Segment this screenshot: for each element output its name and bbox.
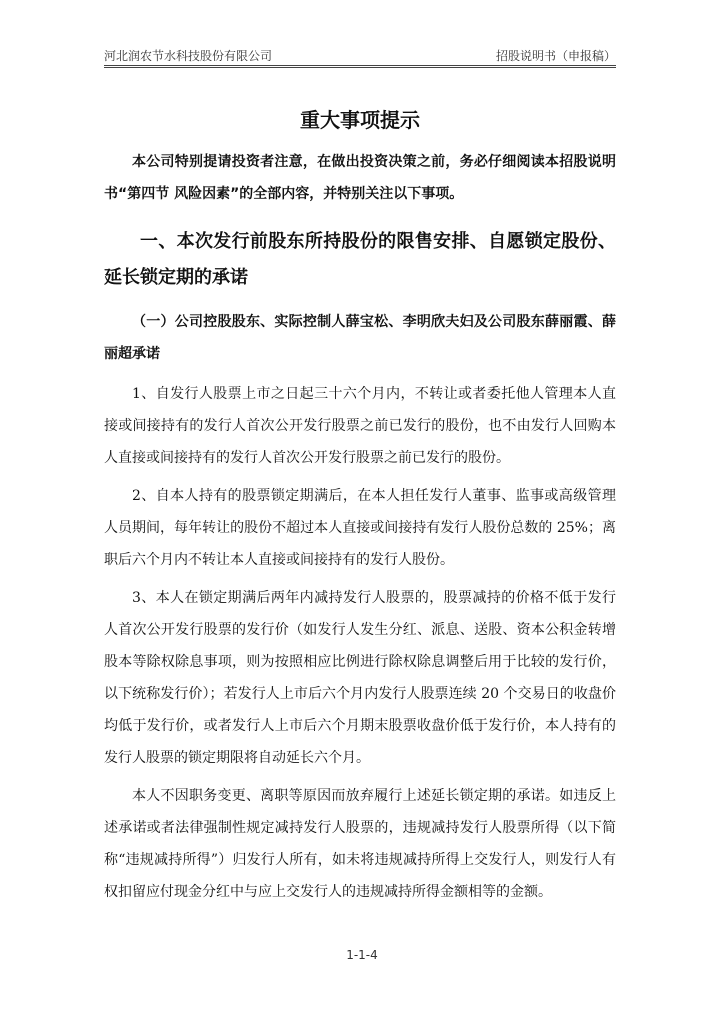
section-heading: 一、本次发行前股东所持股份的限售安排、自愿锁定股份、延长锁定期的承诺	[104, 231, 616, 288]
commitment-item-3: 3、本人在锁定期满后两年内减持发行人股票的，股票减持的价格不低于发行人首次公开发行股票的发行价（如发行人发生分红、派息、送股、资本公积金转增股本等除权除息事项，则为按照相应比例进行除权除息调整后用于比较的发行价，以下统称发行价）；若发行人上市后六个月内发行人股票连续 20 个交易日的收盘价均低于发行价，或者发行人上市后六个月期末股票收盘价低于发行价，本人持有的发行人股票的锁定期限将自动延长六个月。	[104, 590, 616, 766]
page-content	[104, 100, 616, 908]
commitment-item-4: 本人不因职务变更、离职等原因而放弃履行上述延长锁定期的承诺。如违反上述承诺或者法律强制性规定减持发行人股票的，违规减持发行人股票所得（以下简称“违规减持所得”）归发行人所有，如未将违规减持所得上交发行人，则发行人有权扣留应付现金分红中与应上交发行人的违规减持所得金额相等的金额。	[104, 788, 616, 900]
commitment-item-1: 1、自发行人股票上市之日起三十六个月内，不转让或者委托他人管理本人直接或间接持有的发行人首次公开发行股票之前已发行的股份，也不由发行人回购本人直接或间接持有的发行人首次公开发行股票之前已发行的股份。	[104, 386, 616, 466]
page-header	[104, 44, 616, 66]
header-rule	[104, 65, 616, 66]
page-number: 1-1-4	[346, 948, 378, 962]
intro-paragraph: 本公司特别提请投资者注意，在做出投资决策之前，务必仔细阅读本招股说明书“第四节 风险因素”的全部内容，并特别关注以下事项。	[104, 154, 616, 202]
header-company-name: 河北润农节水科技股份有限公司	[104, 49, 273, 63]
subsection-heading: （一）公司控股股东、实际控制人薛宝松、李明欣夫妇及公司股东薛丽霞、薛丽超承诺	[104, 314, 616, 362]
page-title: 重大事项提示	[300, 108, 420, 132]
commitment-item-2: 2、自本人持有的股票锁定期满后，在本人担任发行人董事、监事或高级管理人员期间，每年转让的股份不超过本人直接或间接持有发行人股份总数的 25%；离职后六个月内不转让本人直接或间接持有的发行人股份。	[104, 488, 616, 568]
header-document-type: 招股说明书（申报稿）	[495, 49, 616, 63]
header-rule-secondary	[104, 67, 616, 68]
